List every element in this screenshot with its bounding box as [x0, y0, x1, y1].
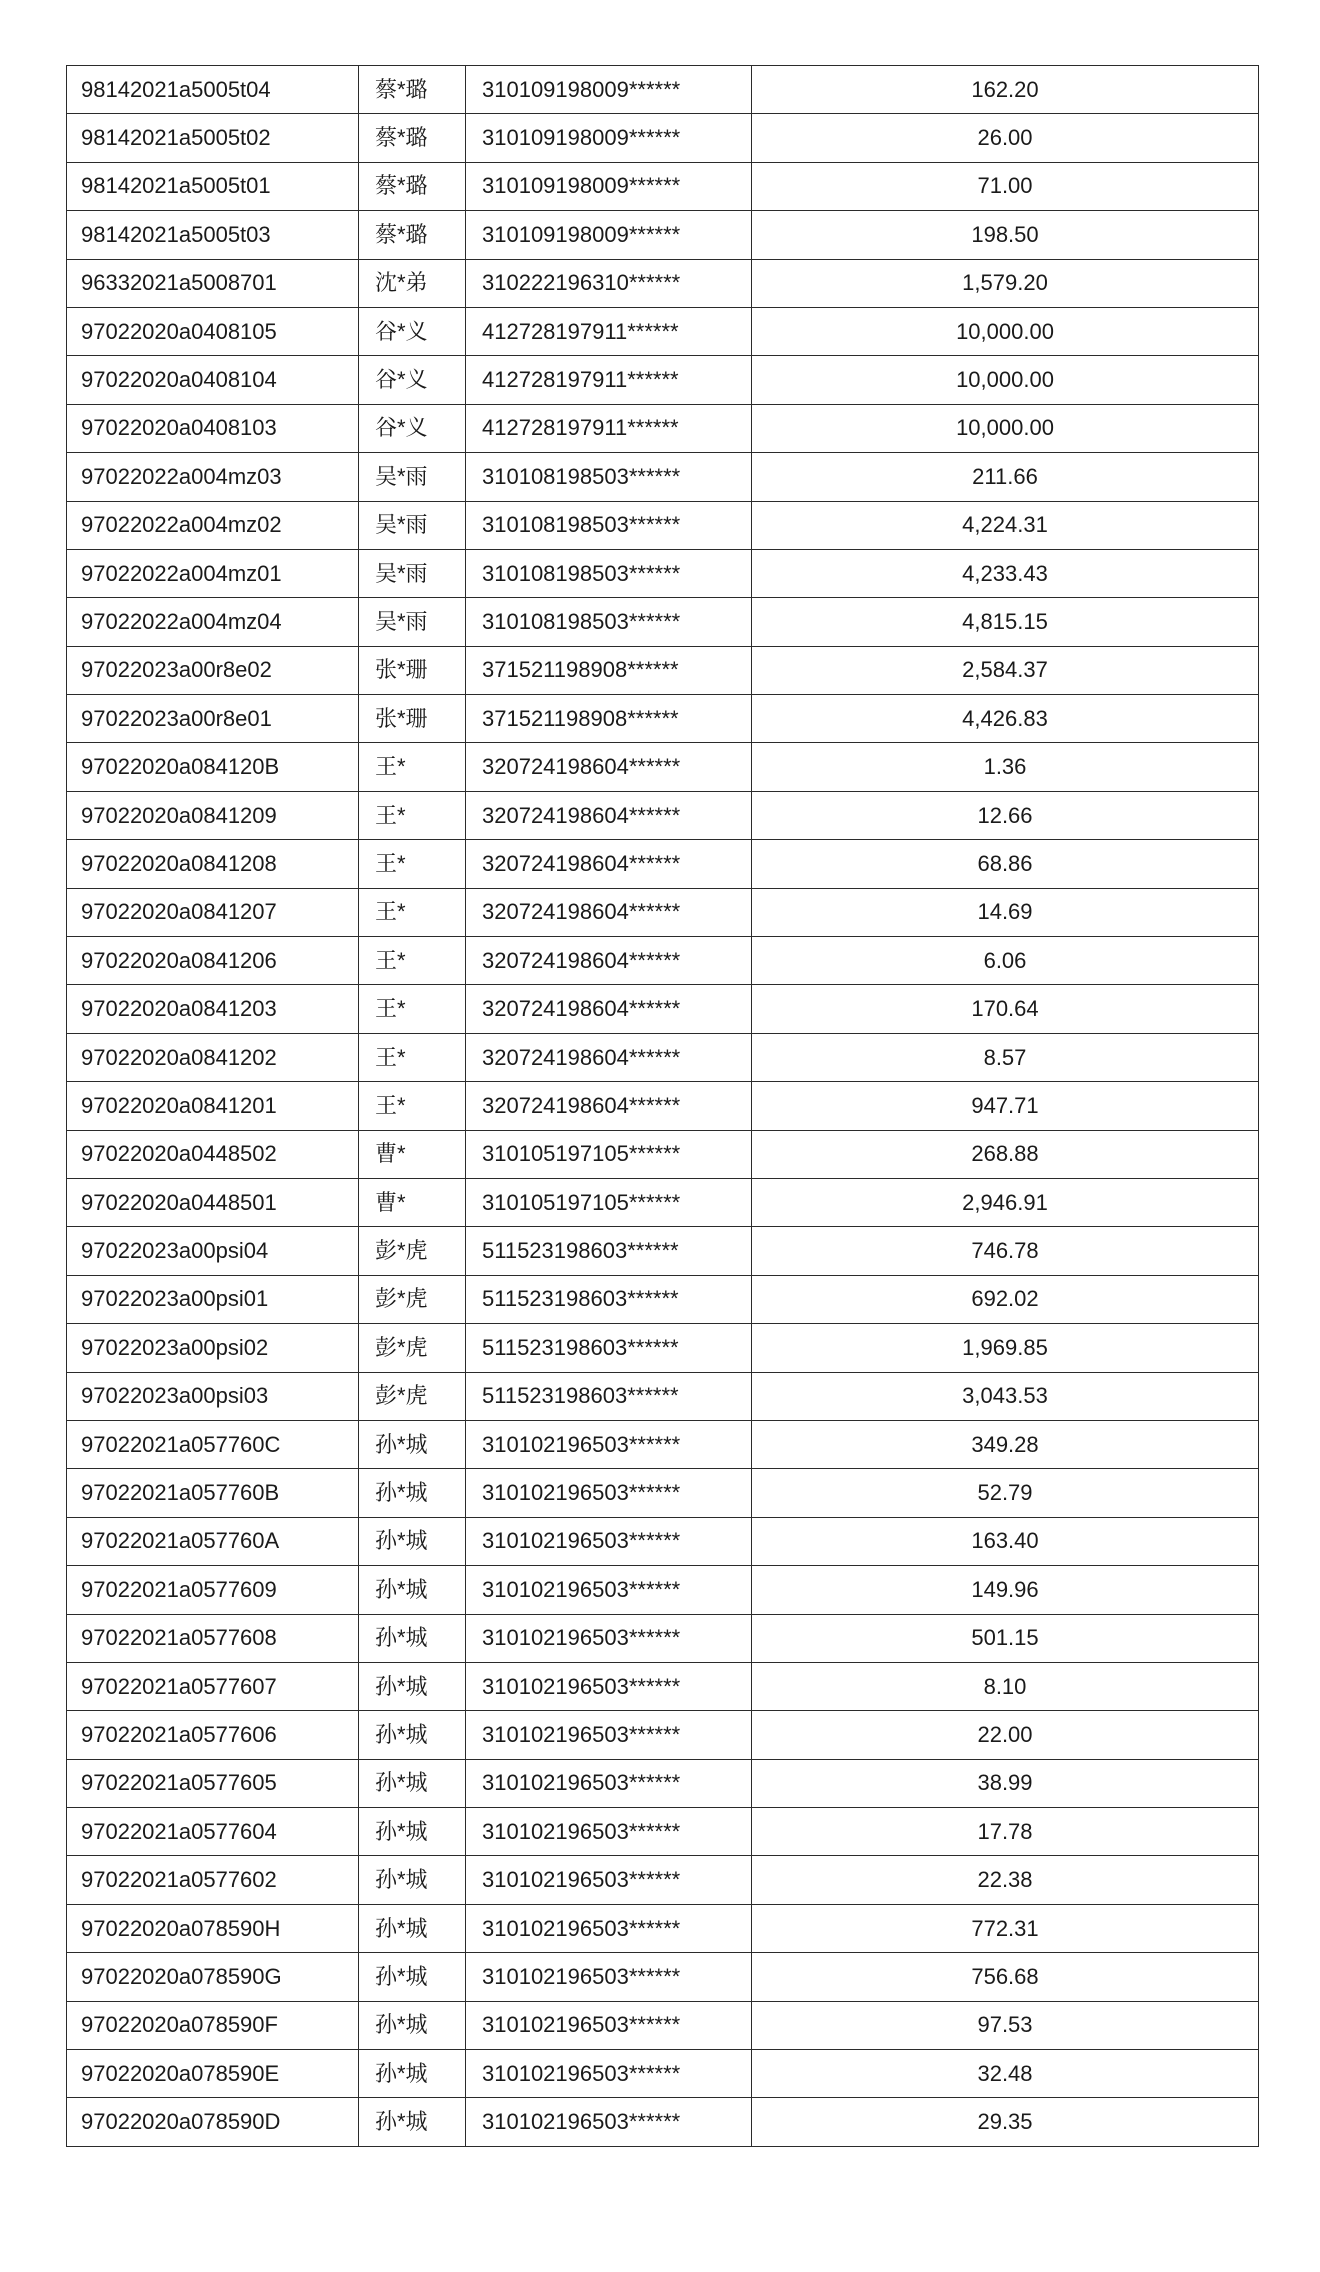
table-row	[67, 1324, 1259, 1372]
amount-cell: 2,946.91	[752, 1178, 1259, 1226]
id-number-cell: 310102196503******	[466, 1904, 752, 1952]
amount-cell: 1,969.85	[752, 1324, 1259, 1372]
holder-name-cell: 孙*城	[359, 2050, 466, 2098]
holder-name-cell: 沈*弟	[359, 259, 466, 307]
table-row	[67, 1130, 1259, 1178]
account-number-cell: 97022023a00psi03	[67, 1372, 359, 1420]
account-number-cell: 97022020a0841203	[67, 985, 359, 1033]
holder-name-cell: 谷*义	[359, 356, 466, 404]
account-number-cell: 98142021a5005t01	[67, 162, 359, 210]
table-row	[67, 888, 1259, 936]
id-number-cell: 511523198603******	[466, 1372, 752, 1420]
table-row	[67, 162, 1259, 210]
amount-cell: 163.40	[752, 1517, 1259, 1565]
holder-name-cell: 孙*城	[359, 1517, 466, 1565]
account-number-cell: 97022023a00psi01	[67, 1275, 359, 1323]
id-number-cell: 310102196503******	[466, 1856, 752, 1904]
amount-cell: 1.36	[752, 743, 1259, 791]
holder-name-cell: 蔡*璐	[359, 66, 466, 114]
amount-cell: 10,000.00	[752, 404, 1259, 452]
holder-name-cell: 王*	[359, 743, 466, 791]
account-number-cell: 98142021a5005t02	[67, 114, 359, 162]
id-number-cell: 310102196503******	[466, 1808, 752, 1856]
table-row	[67, 1178, 1259, 1226]
table-row	[67, 1904, 1259, 1952]
account-number-cell: 97022023a00r8e01	[67, 695, 359, 743]
account-number-cell: 98142021a5005t03	[67, 211, 359, 259]
table-row	[67, 598, 1259, 646]
holder-name-cell: 孙*城	[359, 2001, 466, 2049]
id-number-cell: 511523198603******	[466, 1324, 752, 1372]
holder-name-cell: 吴*雨	[359, 501, 466, 549]
id-number-cell: 310222196310******	[466, 259, 752, 307]
holder-name-cell: 孙*城	[359, 1759, 466, 1807]
account-number-cell: 97022020a0408104	[67, 356, 359, 404]
id-number-cell: 310108198503******	[466, 453, 752, 501]
amount-cell: 170.64	[752, 985, 1259, 1033]
id-number-cell: 310102196503******	[466, 1420, 752, 1468]
account-number-cell: 97022023a00r8e02	[67, 646, 359, 694]
table-row	[67, 453, 1259, 501]
table-row	[67, 259, 1259, 307]
amount-cell: 32.48	[752, 2050, 1259, 2098]
amount-cell: 29.35	[752, 2098, 1259, 2146]
account-number-cell: 97022023a00psi04	[67, 1227, 359, 1275]
id-number-cell: 310105197105******	[466, 1178, 752, 1226]
holder-name-cell: 孙*城	[359, 1711, 466, 1759]
account-number-cell: 97022020a0448501	[67, 1178, 359, 1226]
amount-cell: 4,426.83	[752, 695, 1259, 743]
id-number-cell: 412728197911******	[466, 404, 752, 452]
holder-name-cell: 吴*雨	[359, 549, 466, 597]
amount-cell: 3,043.53	[752, 1372, 1259, 1420]
id-number-cell: 511523198603******	[466, 1275, 752, 1323]
holder-name-cell: 王*	[359, 888, 466, 936]
amount-cell: 349.28	[752, 1420, 1259, 1468]
table-row	[67, 1856, 1259, 1904]
amount-cell: 1,579.20	[752, 259, 1259, 307]
table-row	[67, 1372, 1259, 1420]
account-number-cell: 97022020a078590H	[67, 1904, 359, 1952]
table-body	[67, 66, 1259, 2147]
amount-cell: 97.53	[752, 2001, 1259, 2049]
amount-cell: 71.00	[752, 162, 1259, 210]
table-row	[67, 2098, 1259, 2146]
amount-cell: 22.00	[752, 1711, 1259, 1759]
account-number-cell: 97022020a0841202	[67, 1033, 359, 1081]
holder-name-cell: 张*珊	[359, 646, 466, 694]
id-number-cell: 320724198604******	[466, 937, 752, 985]
id-number-cell: 412728197911******	[466, 356, 752, 404]
holder-name-cell: 王*	[359, 791, 466, 839]
holder-name-cell: 吴*雨	[359, 453, 466, 501]
holder-name-cell: 孙*城	[359, 1566, 466, 1614]
table-row	[67, 840, 1259, 888]
table-row	[67, 791, 1259, 839]
table-row	[67, 646, 1259, 694]
holder-name-cell: 张*珊	[359, 695, 466, 743]
account-number-cell: 97022021a0577607	[67, 1662, 359, 1710]
data-table	[66, 65, 1259, 2147]
id-number-cell: 310102196503******	[466, 1614, 752, 1662]
table-row	[67, 1614, 1259, 1662]
holder-name-cell: 吴*雨	[359, 598, 466, 646]
id-number-cell: 320724198604******	[466, 743, 752, 791]
id-number-cell: 371521198908******	[466, 646, 752, 694]
holder-name-cell: 曹*	[359, 1178, 466, 1226]
id-number-cell: 310109198009******	[466, 211, 752, 259]
amount-cell: 17.78	[752, 1808, 1259, 1856]
id-number-cell: 310102196503******	[466, 2098, 752, 2146]
holder-name-cell: 蔡*璐	[359, 211, 466, 259]
holder-name-cell: 谷*义	[359, 404, 466, 452]
account-number-cell: 97022021a0577609	[67, 1566, 359, 1614]
id-number-cell: 320724198604******	[466, 985, 752, 1033]
holder-name-cell: 曹*	[359, 1130, 466, 1178]
holder-name-cell: 彭*虎	[359, 1275, 466, 1323]
id-number-cell: 310109198009******	[466, 66, 752, 114]
table-row	[67, 1517, 1259, 1565]
table-row	[67, 501, 1259, 549]
holder-name-cell: 彭*虎	[359, 1324, 466, 1372]
id-number-cell: 310102196503******	[466, 1517, 752, 1565]
account-number-cell: 97022021a0577606	[67, 1711, 359, 1759]
amount-cell: 268.88	[752, 1130, 1259, 1178]
table-row	[67, 1808, 1259, 1856]
holder-name-cell: 孙*城	[359, 1469, 466, 1517]
id-number-cell: 310102196503******	[466, 1711, 752, 1759]
table-row	[67, 937, 1259, 985]
account-number-cell: 97022021a0577602	[67, 1856, 359, 1904]
account-number-cell: 97022021a0577605	[67, 1759, 359, 1807]
account-number-cell: 97022021a057760A	[67, 1517, 359, 1565]
id-number-cell: 320724198604******	[466, 1082, 752, 1130]
amount-cell: 4,815.15	[752, 598, 1259, 646]
account-number-cell: 97022021a0577604	[67, 1808, 359, 1856]
amount-cell: 26.00	[752, 114, 1259, 162]
amount-cell: 198.50	[752, 211, 1259, 259]
id-number-cell: 320724198604******	[466, 840, 752, 888]
table-row	[67, 1469, 1259, 1517]
account-number-cell: 97022022a004mz03	[67, 453, 359, 501]
id-number-cell: 511523198603******	[466, 1227, 752, 1275]
account-number-cell: 97022022a004mz04	[67, 598, 359, 646]
amount-cell: 10,000.00	[752, 356, 1259, 404]
table-row	[67, 211, 1259, 259]
holder-name-cell: 王*	[359, 985, 466, 1033]
id-number-cell: 310105197105******	[466, 1130, 752, 1178]
table-row	[67, 743, 1259, 791]
id-number-cell: 310102196503******	[466, 1469, 752, 1517]
account-number-cell: 97022020a0448502	[67, 1130, 359, 1178]
account-number-cell: 97022020a0408105	[67, 307, 359, 355]
holder-name-cell: 谷*义	[359, 307, 466, 355]
amount-cell: 22.38	[752, 1856, 1259, 1904]
id-number-cell: 320724198604******	[466, 888, 752, 936]
id-number-cell: 320724198604******	[466, 1033, 752, 1081]
holder-name-cell: 孙*城	[359, 1856, 466, 1904]
account-number-cell: 97022020a078590F	[67, 2001, 359, 2049]
amount-cell: 12.66	[752, 791, 1259, 839]
amount-cell: 162.20	[752, 66, 1259, 114]
amount-cell: 14.69	[752, 888, 1259, 936]
account-number-cell: 97022022a004mz01	[67, 549, 359, 597]
amount-cell: 756.68	[752, 1953, 1259, 2001]
amount-cell: 4,233.43	[752, 549, 1259, 597]
holder-name-cell: 孙*城	[359, 1953, 466, 2001]
holder-name-cell: 孙*城	[359, 1904, 466, 1952]
holder-name-cell: 孙*城	[359, 1808, 466, 1856]
table-row	[67, 695, 1259, 743]
account-number-cell: 97022023a00psi02	[67, 1324, 359, 1372]
amount-cell: 10,000.00	[752, 307, 1259, 355]
amount-cell: 947.71	[752, 1082, 1259, 1130]
table-row	[67, 404, 1259, 452]
account-number-cell: 97022020a0841209	[67, 791, 359, 839]
table-row	[67, 1759, 1259, 1807]
id-number-cell: 371521198908******	[466, 695, 752, 743]
holder-name-cell: 孙*城	[359, 1420, 466, 1468]
id-number-cell: 310102196503******	[466, 1662, 752, 1710]
amount-cell: 52.79	[752, 1469, 1259, 1517]
table-row	[67, 356, 1259, 404]
table-row	[67, 1566, 1259, 1614]
amount-cell: 6.06	[752, 937, 1259, 985]
table-row	[67, 114, 1259, 162]
table-row	[67, 1711, 1259, 1759]
amount-cell: 692.02	[752, 1275, 1259, 1323]
account-number-cell: 97022020a084120B	[67, 743, 359, 791]
id-number-cell: 310102196503******	[466, 2001, 752, 2049]
account-number-cell: 97022020a078590D	[67, 2098, 359, 2146]
holder-name-cell: 王*	[359, 937, 466, 985]
holder-name-cell: 蔡*璐	[359, 114, 466, 162]
table-row	[67, 1033, 1259, 1081]
amount-cell: 38.99	[752, 1759, 1259, 1807]
table-row	[67, 2001, 1259, 2049]
account-number-cell: 96332021a5008701	[67, 259, 359, 307]
id-number-cell: 412728197911******	[466, 307, 752, 355]
account-number-cell: 97022021a057760C	[67, 1420, 359, 1468]
id-number-cell: 310108198503******	[466, 501, 752, 549]
table-row	[67, 549, 1259, 597]
table-row	[67, 1227, 1259, 1275]
holder-name-cell: 孙*城	[359, 1662, 466, 1710]
account-number-cell: 97022020a0408103	[67, 404, 359, 452]
table-row	[67, 1662, 1259, 1710]
id-number-cell: 320724198604******	[466, 791, 752, 839]
account-number-cell: 97022020a0841206	[67, 937, 359, 985]
account-number-cell: 97022022a004mz02	[67, 501, 359, 549]
amount-cell: 746.78	[752, 1227, 1259, 1275]
holder-name-cell: 孙*城	[359, 2098, 466, 2146]
account-number-cell: 97022020a078590E	[67, 2050, 359, 2098]
account-number-cell: 97022020a078590G	[67, 1953, 359, 2001]
id-number-cell: 310102196503******	[466, 1566, 752, 1614]
account-number-cell: 97022021a057760B	[67, 1469, 359, 1517]
account-number-cell: 98142021a5005t04	[67, 66, 359, 114]
id-number-cell: 310102196503******	[466, 1759, 752, 1807]
table-row	[67, 985, 1259, 1033]
amount-cell: 501.15	[752, 1614, 1259, 1662]
holder-name-cell: 王*	[359, 840, 466, 888]
account-number-cell: 97022020a0841208	[67, 840, 359, 888]
account-number-cell: 97022021a0577608	[67, 1614, 359, 1662]
account-number-cell: 97022020a0841207	[67, 888, 359, 936]
holder-name-cell: 孙*城	[359, 1614, 466, 1662]
table-row	[67, 1420, 1259, 1468]
holder-name-cell: 蔡*璐	[359, 162, 466, 210]
amount-cell: 149.96	[752, 1566, 1259, 1614]
amount-cell: 2,584.37	[752, 646, 1259, 694]
id-number-cell: 310109198009******	[466, 162, 752, 210]
amount-cell: 772.31	[752, 1904, 1259, 1952]
id-number-cell: 310102196503******	[466, 2050, 752, 2098]
amount-cell: 8.57	[752, 1033, 1259, 1081]
amount-cell: 68.86	[752, 840, 1259, 888]
id-number-cell: 310108198503******	[466, 598, 752, 646]
amount-cell: 211.66	[752, 453, 1259, 501]
amount-cell: 4,224.31	[752, 501, 1259, 549]
holder-name-cell: 王*	[359, 1082, 466, 1130]
amount-cell: 8.10	[752, 1662, 1259, 1710]
id-number-cell: 310109198009******	[466, 114, 752, 162]
table-row	[67, 1953, 1259, 2001]
id-number-cell: 310102196503******	[466, 1953, 752, 2001]
table-row	[67, 2050, 1259, 2098]
holder-name-cell: 王*	[359, 1033, 466, 1081]
table-row	[67, 66, 1259, 114]
holder-name-cell: 彭*虎	[359, 1227, 466, 1275]
table-row	[67, 1275, 1259, 1323]
table-row	[67, 1082, 1259, 1130]
account-number-cell: 97022020a0841201	[67, 1082, 359, 1130]
table-row	[67, 307, 1259, 355]
holder-name-cell: 彭*虎	[359, 1372, 466, 1420]
id-number-cell: 310108198503******	[466, 549, 752, 597]
